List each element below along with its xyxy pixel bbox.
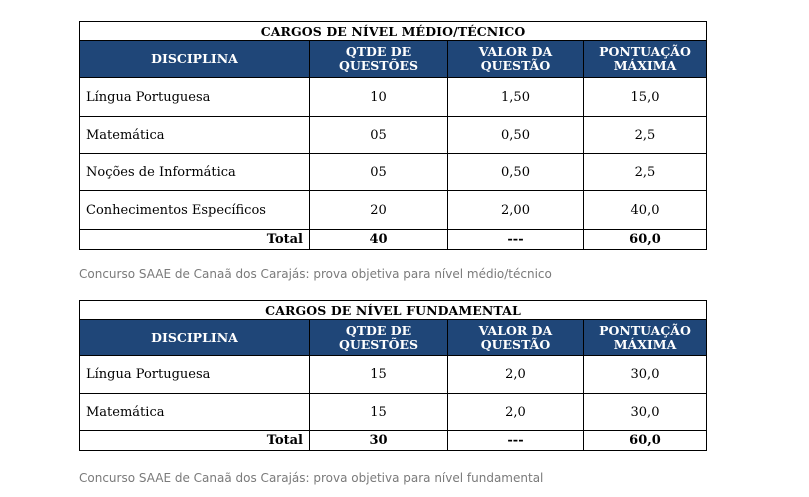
header-line: MÁXIMA bbox=[613, 58, 677, 73]
caption-medio: Concurso SAAE de Canaã dos Carajás: prova objetiva para nível médio/técnico bbox=[79, 267, 552, 281]
header-line: VALOR DA bbox=[478, 44, 553, 59]
table-row bbox=[80, 394, 707, 431]
total-valor: --- bbox=[448, 230, 584, 250]
cell-disciplina: Língua Portuguesa bbox=[80, 356, 310, 394]
header-line: QUESTÕES bbox=[338, 336, 419, 352]
table-title: CARGOS DE NÍVEL MÉDIO/TÉCNICO bbox=[80, 22, 707, 41]
header-valor-questao bbox=[448, 320, 584, 356]
cell-valor: 0,50 bbox=[448, 117, 584, 154]
header-qtde-questoes bbox=[310, 41, 448, 78]
total-row bbox=[80, 431, 707, 451]
total-qtde: 30 bbox=[310, 431, 448, 451]
table-row bbox=[80, 191, 707, 230]
cell-qtde: 05 bbox=[310, 117, 448, 154]
header-line: QUESTÃO bbox=[480, 58, 551, 73]
header-line: QTDE DE bbox=[345, 322, 412, 338]
total-valor: --- bbox=[448, 431, 584, 451]
caption-fundamental: Concurso SAAE de Canaã dos Carajás: prova objetiva para nível fundamental bbox=[79, 471, 544, 485]
cell-valor: 2,00 bbox=[448, 191, 584, 230]
cell-valor: 2,0 bbox=[448, 356, 584, 394]
header-qtde-questoes bbox=[310, 320, 448, 356]
total-label: Total bbox=[80, 230, 310, 250]
table-row bbox=[80, 154, 707, 191]
cell-pontuacao: 2,5 bbox=[584, 117, 707, 154]
header-line: QUESTÕES bbox=[338, 58, 419, 73]
total-qtde: 40 bbox=[310, 230, 448, 250]
cell-qtde: 15 bbox=[310, 394, 448, 431]
cell-qtde: 10 bbox=[310, 78, 448, 117]
header-line: VALOR DA bbox=[478, 322, 553, 338]
cell-disciplina: Matemática bbox=[80, 394, 310, 431]
header-line: MÁXIMA bbox=[613, 336, 677, 352]
cell-pontuacao: 30,0 bbox=[584, 394, 707, 431]
header-pontuacao-maxima bbox=[584, 41, 707, 78]
total-label: Total bbox=[80, 431, 310, 451]
cell-pontuacao: 30,0 bbox=[584, 356, 707, 394]
header-disciplina: DISCIPLINA bbox=[80, 320, 310, 356]
cell-qtde: 05 bbox=[310, 154, 448, 191]
table-row bbox=[80, 78, 707, 117]
total-pontuacao: 60,0 bbox=[584, 431, 707, 451]
header-pontuacao-maxima bbox=[584, 320, 707, 356]
total-row bbox=[80, 230, 707, 250]
cell-valor: 2,0 bbox=[448, 394, 584, 431]
cell-pontuacao: 40,0 bbox=[584, 191, 707, 230]
cell-qtde: 20 bbox=[310, 191, 448, 230]
header-line: PONTUAÇÃO bbox=[599, 44, 691, 59]
table-nivel-medio bbox=[79, 21, 707, 250]
cell-pontuacao: 15,0 bbox=[584, 78, 707, 117]
header-line: QUESTÃO bbox=[480, 336, 551, 352]
cell-qtde: 15 bbox=[310, 356, 448, 394]
cell-disciplina: Noções de Informática bbox=[80, 154, 310, 191]
cell-valor: 1,50 bbox=[448, 78, 584, 117]
header-line: PONTUAÇÃO bbox=[599, 322, 691, 338]
cell-pontuacao: 2,5 bbox=[584, 154, 707, 191]
header-disciplina: DISCIPLINA bbox=[80, 41, 310, 78]
table-title: CARGOS DE NÍVEL FUNDAMENTAL bbox=[80, 301, 707, 320]
total-pontuacao: 60,0 bbox=[584, 230, 707, 250]
cell-valor: 0,50 bbox=[448, 154, 584, 191]
cell-disciplina: Matemática bbox=[80, 117, 310, 154]
table-row bbox=[80, 117, 707, 154]
cell-disciplina: Conhecimentos Específicos bbox=[80, 191, 310, 230]
table-nivel-fundamental bbox=[79, 300, 707, 451]
table-row bbox=[80, 356, 707, 394]
header-valor-questao bbox=[448, 41, 584, 78]
cell-disciplina: Língua Portuguesa bbox=[80, 78, 310, 117]
header-line: QTDE DE bbox=[345, 44, 412, 59]
